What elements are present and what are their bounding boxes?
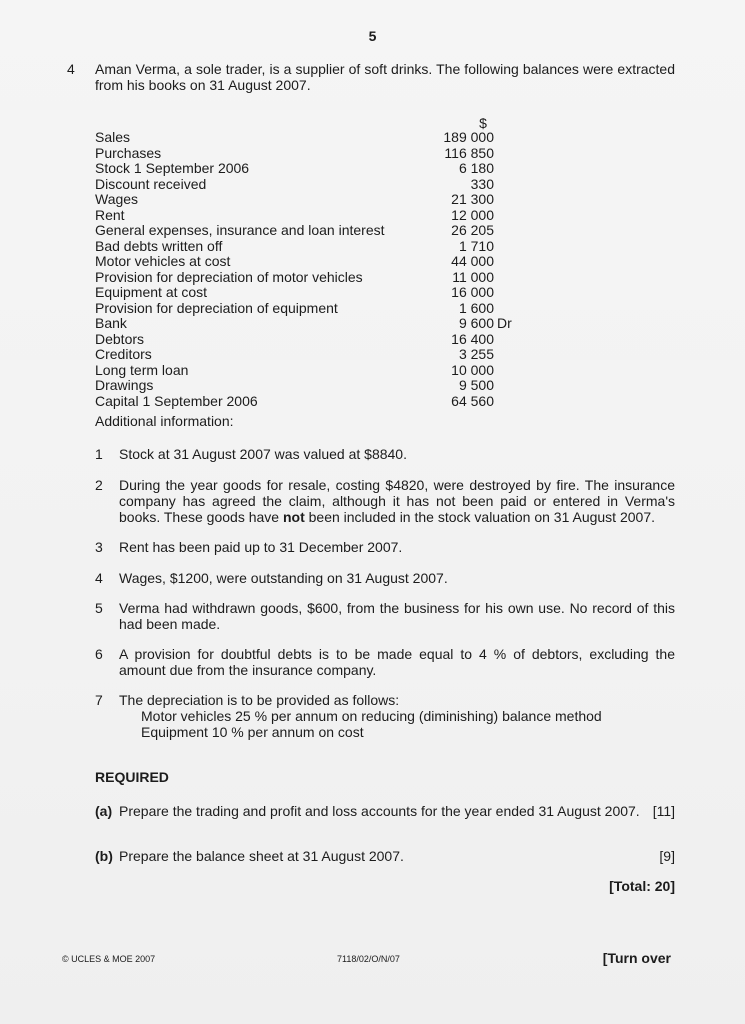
balance-row: [95, 378, 555, 394]
balance-label: Equipment at cost: [95, 284, 208, 300]
balance-row: [95, 223, 555, 239]
task-text: Prepare the balance sheet at 31 August 2007.: [119, 848, 404, 864]
balance-label: Bank: [95, 315, 127, 331]
balance-row: [95, 285, 555, 301]
question-intro: Aman Verma, a sole trader, is a supplier of soft drinks. The following balances were extracted from his books on 31 August 2007.: [95, 61, 675, 93]
balance-value: 12 000: [451, 206, 494, 223]
balance-row: [95, 270, 555, 286]
balance-row: [95, 146, 555, 162]
balance-row: [95, 208, 555, 224]
required-heading: REQUIRED: [95, 769, 169, 785]
balance-label: Provision for depreciation of equipment: [95, 299, 338, 316]
balance-label: Provision for depreciation of motor vehicles: [95, 268, 363, 285]
task-marks: [11]: [652, 803, 675, 819]
balance-value: 16 000: [451, 284, 494, 300]
balance-value: 26 205: [451, 222, 494, 238]
balance-label: General expenses, insurance and loan interest: [95, 222, 385, 238]
note-number: 1: [95, 446, 103, 462]
balance-row: [95, 394, 555, 410]
balance-row: [95, 177, 555, 193]
balance-value: 11 000: [452, 268, 494, 285]
note-text: Verma had withdrawn goods, $600, from the business for his own use. No record of this had been made.: [119, 600, 675, 632]
note-number: 3: [95, 539, 103, 555]
balance-label: Discount received: [95, 175, 207, 192]
balance-value: 330: [470, 175, 494, 192]
balance-label: Rent: [95, 206, 125, 223]
balance-value: 1 710: [458, 237, 494, 254]
note-text: Rent has been paid up to 31 December 2007.: [119, 539, 403, 555]
note-number: 5: [95, 600, 103, 616]
balance-value: 6 180: [458, 160, 494, 176]
task-letter: (a): [95, 803, 113, 819]
depreciation-motor-vehicles: Motor vehicles 25 % per annum on reducing (diminishing) balance method: [141, 708, 602, 724]
balance-label: Drawings: [95, 377, 154, 393]
balances-table: [95, 130, 555, 409]
balance-value: 9 500: [458, 377, 494, 393]
question-number: 4: [67, 61, 75, 77]
task-letter: (b): [95, 848, 113, 864]
balance-label: Wages: [95, 191, 139, 207]
balance-value: 21 300: [451, 191, 494, 207]
note-text: [119, 477, 675, 525]
balance-row: [95, 363, 555, 379]
note-text: Wages, $1200, were outstanding on 31 August 2007.: [119, 570, 448, 586]
balance-label: Long term loan: [95, 361, 189, 378]
note-text: [119, 692, 675, 740]
note-number: 6: [95, 646, 103, 662]
balance-value: 16 400: [451, 330, 494, 347]
balance-row: [95, 161, 555, 177]
task-marks: [9]: [659, 848, 675, 864]
balance-value: 64 560: [451, 392, 494, 409]
balance-label: Bad debts written off: [95, 237, 223, 254]
balance-value: 189 000: [443, 129, 494, 145]
note-number: 2: [95, 477, 103, 493]
balance-value: 44 000: [451, 253, 494, 269]
balance-row: [95, 192, 555, 208]
balance-label: Sales: [95, 129, 131, 145]
note-number: 7: [95, 692, 103, 708]
balance-dr-suffix: Dr: [497, 315, 512, 331]
footer-paper-code: 7118/02/O/N/07: [337, 954, 400, 964]
balance-label: Stock 1 September 2006: [95, 160, 250, 176]
additional-info-heading: Additional information:: [95, 413, 234, 429]
balance-row: [95, 254, 555, 270]
note-text-part: The depreciation is to be provided as follows:: [119, 692, 400, 708]
depreciation-equipment: Equipment 10 % per annum on cost: [141, 724, 364, 740]
note-emphasis: not: [282, 509, 305, 525]
note-number: 4: [95, 570, 103, 586]
balance-row: [95, 130, 555, 146]
footer-turn-over: [Turn over: [602, 950, 671, 966]
balance-value: 10 000: [451, 361, 494, 378]
page-number: 5: [368, 28, 377, 44]
balance-row: [95, 301, 555, 317]
balance-row: [95, 332, 555, 348]
balance-label: Debtors: [95, 330, 145, 347]
balance-label: Purchases: [95, 144, 162, 161]
balance-value: 9 600: [458, 315, 494, 331]
balance-label: Motor vehicles at cost: [95, 253, 231, 269]
total-marks: [Total: 20]: [609, 878, 675, 894]
note-text-part: been included in the stock valuation on 31 August 2007.: [304, 509, 655, 525]
balance-label: Capital 1 September 2006: [95, 392, 258, 409]
balance-value: 1 600: [458, 299, 494, 316]
note-text: Stock at 31 August 2007 was valued at $8840.: [119, 446, 407, 462]
balance-label: Creditors: [95, 346, 152, 362]
footer-copyright: © UCLES & MOE 2007: [62, 954, 156, 964]
balance-row: [95, 347, 555, 363]
balance-value: 116 850: [444, 144, 494, 161]
balance-row: [95, 239, 555, 255]
task-text: Prepare the trading and profit and loss accounts for the year ended 31 August 2007.: [119, 803, 640, 819]
balance-row: [95, 316, 555, 332]
note-text-part: During the year goods for resale, costing $4820, were destroyed by fire. The insurance company has agreed the claim, although it has not been paid or entered in Verma's books. These goods have: [119, 477, 675, 525]
note-text: A provision for doubtful debts is to be made equal to 4 % of debtors, excluding the amount due from the insurance company.: [119, 646, 675, 678]
balance-value: 3 255: [458, 346, 494, 362]
currency-header: $: [479, 115, 487, 131]
